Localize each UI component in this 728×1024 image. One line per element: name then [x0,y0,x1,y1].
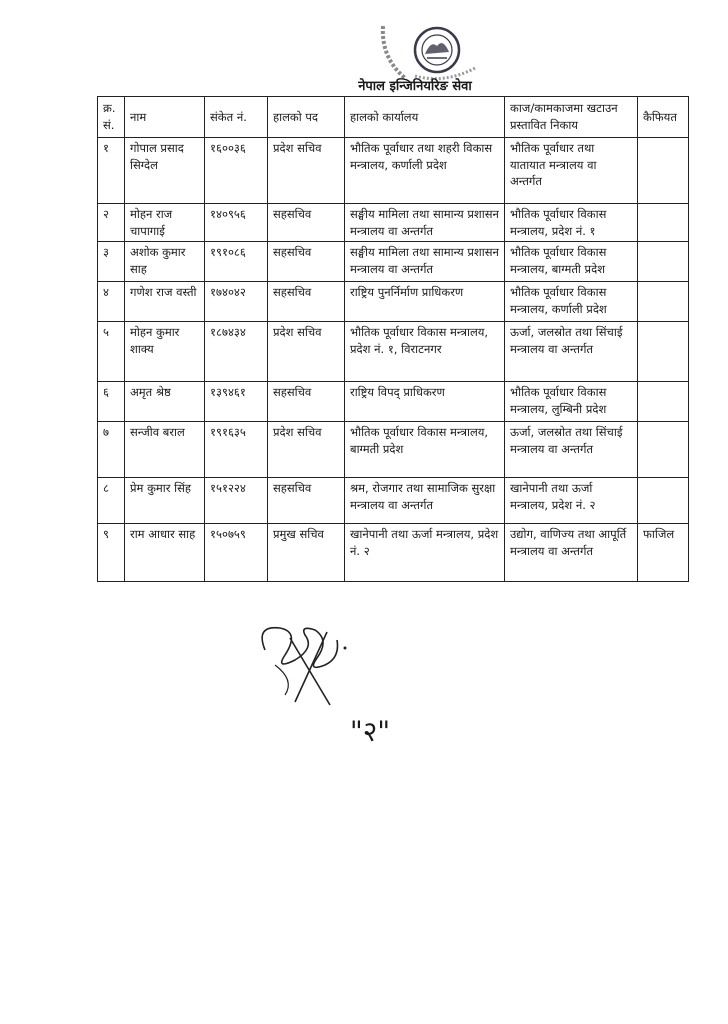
table-row [98,322,689,382]
col-header-office: हालको कार्यालय [345,97,505,138]
col-header-post: हालको पद [268,97,345,138]
cell-office: भौतिक पूर्वाधार तथा शहरी विकास मन्त्रालय, कर्णाली प्रदेश [345,138,505,204]
cell-office: भौतिक पूर्वाधार विकास मन्त्रालय, बाग्मती प्रदेश [345,422,505,478]
cell-code: १५१२२४ [205,478,268,524]
cell-sn: ३ [98,242,125,282]
cell-code: १६००३६ [205,138,268,204]
cell-code: १३९४६१ [205,382,268,422]
cell-sn: ७ [98,422,125,478]
cell-post: सहसचिव [268,478,345,524]
cell-proposed: भौतिक पूर्वाधार विकास मन्त्रालय, कर्णाली प्रदेश [505,282,638,322]
cell-sn: ५ [98,322,125,382]
col-header-sn: क्र. सं. [98,97,125,138]
cell-sn: ८ [98,478,125,524]
cell-office: राष्ट्रिय विपद् प्राधिकरण [345,382,505,422]
cell-proposed: भौतिक पूर्वाधार विकास मन्त्रालय, प्रदेश नं. १ [505,204,638,242]
cell-name: मोहन कुमार शाक्य [125,322,205,382]
cell-name: राम आधार साह [125,524,205,582]
cell-remarks [638,282,689,322]
cell-office: सङ्घीय मामिला तथा सामान्य प्रशासन मन्त्रालय वा अन्तर्गत [345,204,505,242]
staff-transfer-table [97,96,689,582]
cell-sn: ९ [98,524,125,582]
cell-office: सङ्घीय मामिला तथा सामान्य प्रशासन मन्त्रालय वा अन्तर्गत [345,242,505,282]
cell-proposed: ऊर्जा, जलस्रोत तथा सिंचाई मन्त्रालय वा अन्तर्गत [505,322,638,382]
cell-proposed: खानेपानी तथा ऊर्जा मन्त्रालय, प्रदेश नं. २ [505,478,638,524]
cell-remarks [638,478,689,524]
cell-remarks [638,138,689,204]
cell-remarks [638,242,689,282]
cell-post: सहसचिव [268,282,345,322]
cell-proposed: भौतिक पूर्वाधार तथा यातायात मन्त्रालय वा अन्तर्गत [505,138,638,204]
col-header-name: नाम [125,97,205,138]
cell-code: १९१६३५ [205,422,268,478]
document-title: नेपाल इन्जिनियरिङ सेवा [358,79,472,94]
cell-post: प्रदेश सचिव [268,322,345,382]
table-row [98,204,689,242]
cell-remarks [638,322,689,382]
col-header-remarks: कैफियत [638,97,689,138]
cell-sn: ६ [98,382,125,422]
cell-remarks: फाजिल [638,524,689,582]
cell-name: अशोक कुमार साह [125,242,205,282]
table-row [98,382,689,422]
table-row [98,524,689,582]
cell-post: सहसचिव [268,242,345,282]
cell-office: खानेपानी तथा ऊर्जा मन्त्रालय, प्रदेश नं. २ [345,524,505,582]
table-row [98,422,689,478]
cell-sn: १ [98,138,125,204]
cell-sn: ४ [98,282,125,322]
col-header-proposed: काज/कामकाजमा खटाउन प्रस्तावित निकाय [505,97,638,138]
cell-code: १४०९५६ [205,204,268,242]
cell-office: भौतिक पूर्वाधार विकास मन्त्रालय, प्रदेश नं. १, विराटनगर [345,322,505,382]
page-number: "२" [349,715,391,748]
cell-post: सहसचिव [268,204,345,242]
cell-code: १९१०८६ [205,242,268,282]
cell-sn: २ [98,204,125,242]
cell-remarks [638,382,689,422]
cell-remarks [638,422,689,478]
cell-office: श्रम, रोजगार तथा सामाजिक सुरक्षा मन्त्रालय वा अन्तर्गत [345,478,505,524]
cell-remarks [638,204,689,242]
table-row [98,478,689,524]
table-row [98,242,689,282]
cell-office: राष्ट्रिय पुनर्निर्माण प्राधिकरण [345,282,505,322]
cell-proposed: भौतिक पूर्वाधार विकास मन्त्रालय, बाग्मती प्रदेश [505,242,638,282]
table-header-row [98,97,689,138]
cell-name: गणेश राज वस्ती [125,282,205,322]
cell-code: १७४०४२ [205,282,268,322]
cell-code: १८७४३४ [205,322,268,382]
col-header-code: संकेत नं. [205,97,268,138]
cell-name: अमृत श्रेष्ठ [125,382,205,422]
table-row [98,282,689,322]
cell-name: गोपाल प्रसाद सिग्देल [125,138,205,204]
signature-icon [245,610,355,720]
table-row [98,138,689,204]
cell-post: प्रदेश सचिव [268,138,345,204]
cell-proposed: भौतिक पूर्वाधार विकास मन्त्रालय, लुम्बिनी प्रदेश [505,382,638,422]
cell-post: सहसचिव [268,382,345,422]
cell-post: प्रदेश सचिव [268,422,345,478]
cell-name: सन्जीव बराल [125,422,205,478]
cell-proposed: ऊर्जा, जलस्रोत तथा सिंचाई मन्त्रालय वा अन्तर्गत [505,422,638,478]
cell-post: प्रमुख सचिव [268,524,345,582]
cell-name: प्रेम कुमार सिंह [125,478,205,524]
cell-code: १५०७५९ [205,524,268,582]
cell-name: मोहन राज चापागाई [125,204,205,242]
cell-proposed: उद्योग, वाणिज्य तथा आपूर्ति मन्त्रालय वा अन्तर्गत [505,524,638,582]
